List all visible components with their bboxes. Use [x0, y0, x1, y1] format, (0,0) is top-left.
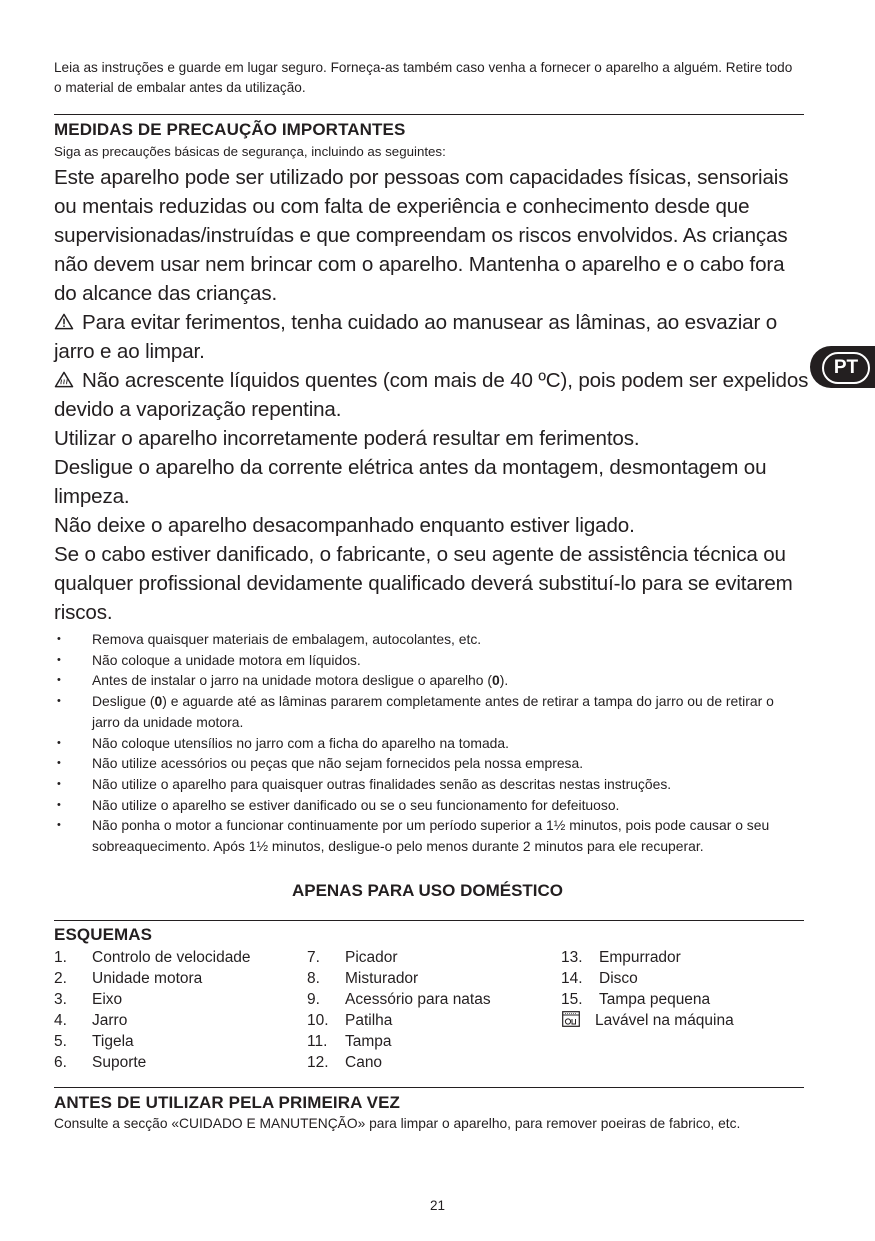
diagram-item: 2. Unidade motora — [54, 970, 203, 987]
diagram-item: 14. Disco — [561, 970, 638, 987]
bullet-accessories: • Não utilize acessórios ou peças que não sejam fornecidos pela nossa empresa. — [54, 753, 799, 774]
unattended-statement: Não deixe o aparelho desacompanhado enquanto estiver ligado. — [54, 514, 635, 537]
page-number: 21 — [429, 1198, 446, 1213]
bullet-packaging: • Remova quaisquer materiais de embalagem, autocolantes, etc. — [54, 629, 799, 650]
diagram-item: 6. Suporte — [54, 1054, 147, 1071]
diagram-item: 8. Misturador — [307, 970, 419, 987]
bullet-motor-liquids: • Não coloque a unidade motora em líquidos. — [54, 650, 799, 671]
bullet-utensils: • Não coloque utensílios no jarro com a ficha do aparelho na tomada. — [54, 733, 799, 754]
hot-liquid-warning-icon — [54, 371, 74, 388]
first-use-text: Consulte a secção «CUIDADO E MANUTENÇÃO» para limpar o aparelho, para remover poeiras de fabrico, etc. — [54, 1116, 741, 1131]
bullet-continuous: • Não ponha o motor a funcionar continuamente por um período superior a 1½ minutos, pois pode causar o seu sobreaquecimento. Após 1½ minutos, desligue-o pelo menos durante 2 minutos para ele recuperar. — [54, 815, 799, 856]
capabilities-statement: Este aparelho pode ser utilizado por pessoas com capacidades físicas, sensoriais ou mentais reduzidas ou com falta de experiência e conhecimento desde que supervisionadas/instruídas e que compreendam os riscos envolvidos. As crianças não devem usar nem brincar com o aparelho. Mantenha o aparelho e o cabo fora do alcance das crianças. — [54, 166, 789, 305]
diagram-list-col-3 — [561, 947, 734, 1031]
diagram-item: 12. Cano — [307, 1054, 383, 1071]
warning-triangle-icon — [54, 313, 74, 330]
bullet-switch-off: • Desligue (0) e aguarde até as lâminas pararem completamente antes de retirar a tampa do jarro ou de retirar o jarro da unidade motora. — [54, 691, 799, 732]
diagram-item: 3. Eixo — [54, 991, 123, 1008]
diagram-list-col-1 — [54, 947, 251, 1073]
diagram-item: 15. Tampa pequena — [561, 991, 711, 1008]
diagram-item: 7. Picador — [307, 949, 398, 966]
diagram-list-col-2 — [307, 947, 491, 1073]
precautions-subheading: Siga as precauções básicas de segurança, incluindo as seguintes: — [54, 144, 446, 159]
diagram-item: 9. Acessório para natas — [307, 991, 491, 1008]
bullet-purposes: • Não utilize o aparelho para quaisquer outras finalidades senão as descritas nestas instruções. — [54, 774, 799, 795]
first-use-heading: ANTES DE UTILIZAR PELA PRIMEIRA VEZ — [54, 1093, 401, 1112]
safety-statements — [54, 163, 810, 627]
diagram-item: 11. Tampa — [307, 1033, 392, 1050]
precaution-bullet-list — [54, 629, 799, 857]
section-divider — [54, 1087, 804, 1088]
misuse-statement: Utilizar o aparelho incorretamente poderá resultar em ferimentos. — [54, 427, 640, 450]
diagram-item: 10. Patilha — [307, 1012, 393, 1029]
diagrams-heading: ESQUEMAS — [54, 925, 153, 944]
precautions-heading: MEDIDAS DE PRECAUÇÃO IMPORTANTES — [54, 120, 406, 139]
diagram-item-dishwasher: Lavável na máquina — [561, 1010, 734, 1031]
bullet-install-jar: • Antes de instalar o jarro na unidade motora desligue o aparelho (0). — [54, 670, 799, 691]
section-divider — [54, 920, 804, 921]
diagram-item: 1. Controlo de velocidade — [54, 949, 251, 966]
hot-liquids-warning-text: Não acrescente líquidos quentes (com mais de 40 ºC), pois podem ser expelidos devido a vaporização repentina. — [54, 369, 809, 421]
diagram-item: 4. Jarro — [54, 1012, 128, 1029]
section-divider — [54, 114, 804, 115]
intro-text: Leia as instruções e guarde em lugar seguro. Forneça-as também caso venha a fornecer o aparelho a alguém. Retire todo o material de embalar antes da utilização. — [54, 60, 793, 95]
language-badge: PT — [822, 352, 870, 384]
blades-warning-text: Para evitar ferimentos, tenha cuidado ao manusear as lâminas, ao esvaziar o jarro e ao limpar. — [54, 311, 778, 363]
domestic-use-notice: APENAS PARA USO DOMÉSTICO — [291, 881, 564, 900]
diagram-item: 5. Tigela — [54, 1033, 134, 1050]
dishwasher-safe-icon — [562, 1011, 580, 1027]
bullet-damaged: • Não utilize o aparelho se estiver danificado ou se o seu funcionamento for defeituoso. — [54, 795, 799, 816]
diagram-item: 13. Empurrador — [561, 949, 681, 966]
blades-warning — [54, 308, 810, 366]
hot-liquids-warning — [54, 366, 810, 424]
cable-statement: Se o cabo estiver danificado, o fabricante, o seu agente de assistência técnica ou qualquer profissional devidamente qualificado deverá substituí-lo para se evitarem riscos. — [54, 543, 793, 624]
unplug-statement: Desligue o aparelho da corrente elétrica antes da montagem, desmontagem ou limpeza. — [54, 456, 767, 508]
